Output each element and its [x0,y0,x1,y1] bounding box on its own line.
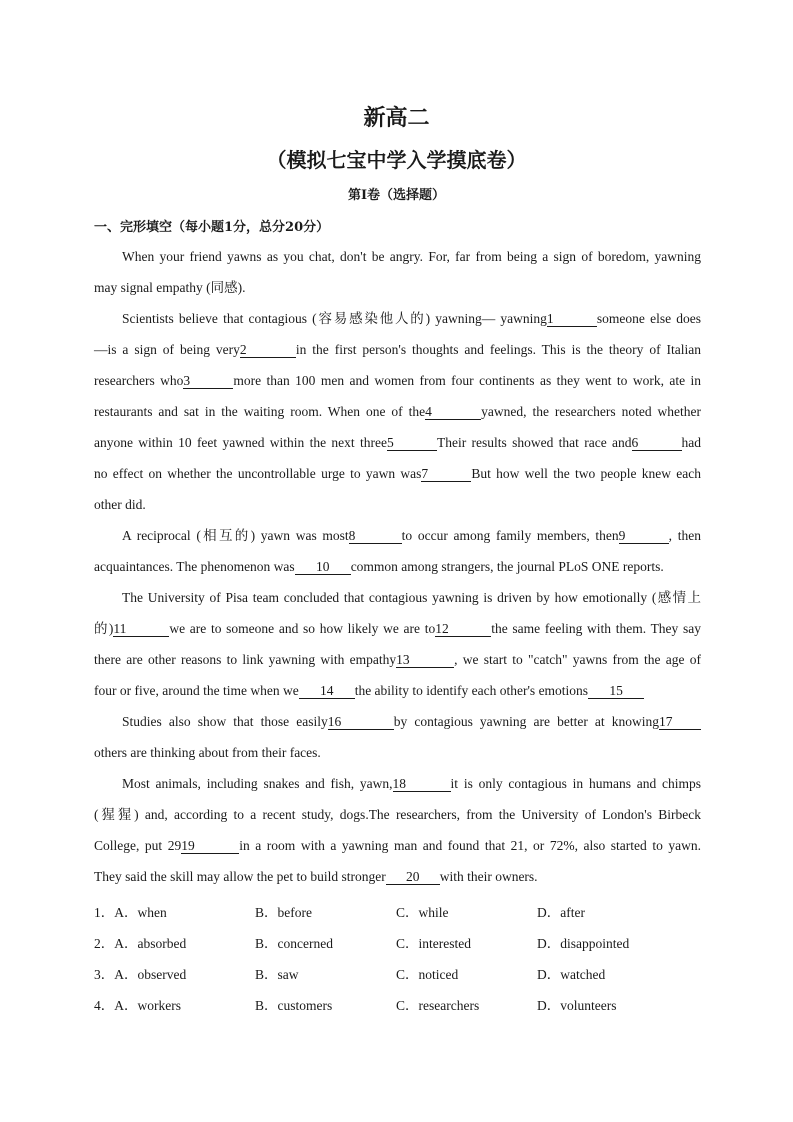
option-b: B．saw [255,967,299,982]
option-row [94,961,701,992]
option-d: D．disappointed [537,936,630,951]
passage-line: (猩猩) and, according to a recent study, dogs.The researchers, from the University of London's Birbeck [94,807,701,822]
option-row [94,992,701,1023]
blank-14: 14 [299,683,355,699]
option-a: 3．A．observed [94,967,187,982]
passage-line: acquaintances. The phenomenon was 10 common among strangers, the journal PLoS ONE reports. [94,559,664,574]
option-b: B．before [255,905,312,920]
blank-20: 20 [386,869,440,885]
blank-18: 18 [393,776,451,792]
passage-line: restaurants and sat in the waiting room. When one of the4 yawned, the researchers noted whether [94,404,702,419]
passage-line: They said the skill may allow the pet to build stronger 20 with their owners. [94,869,538,884]
passage-line: —is a sign of being very2 in the first person's thoughts and feelings. This is the theory of Italian [94,342,701,357]
blank-4: 4 [425,404,481,420]
option-a: 2．A．absorbed [94,936,187,951]
passage-line: four or five, around the time when we 14 the ability to identify each other's emotions 15 [94,677,701,708]
option-c: C．interested [396,936,471,951]
passage-line: A reciprocal (相互的) yawn was most8 to occur among family members, then9 , then [122,528,701,543]
passage-line: may signal empathy (同感). [94,280,246,295]
option-b: B．concerned [255,936,333,951]
option-a: 1．A．when [94,905,167,920]
passage-line: there are other reasons to link yawning with empathy13 , we start to "catch" yawns from the age of [94,652,701,667]
option-c: C．while [396,905,449,920]
blank-6: 6 [632,435,682,451]
option-d: D．volunteers [537,998,617,1013]
passage-line: Studies also show that those easily16 by contagious yawning are better at knowing17 [94,708,701,739]
page-subtitle: （模拟七宝中学入学摸底卷） [266,148,527,172]
blank-1: 1 [547,311,597,327]
option-row [94,930,701,961]
passage-line: other did. [94,497,146,512]
blank-5: 5 [387,435,437,451]
blank-3: 3 [183,373,233,389]
passage-line: 的)11 we are to someone and so how likely we are to12 the same feeling with them. They say [94,621,701,636]
blank-7: 7 [421,466,471,482]
volume-label: 第I卷（选择题） [347,188,446,203]
passage-line: no effect on whether the uncontrollable urge to yawn was7 But how well the two people knew each [94,466,701,481]
passage-line: Scientists believe that contagious (容易感染他人的) yawning— yawning1 someone else does [122,311,701,326]
blank-10: 10 [295,559,351,575]
option-d: D．watched [537,967,606,982]
section-heading: 一、完形填空（每小题1分，总分20分） [94,220,330,235]
option-a: 4．A．workers [94,998,181,1013]
blank-8: 8 [349,528,402,544]
cloze-passage [94,243,701,894]
answer-options [94,899,701,1023]
blank-19: 19 [181,838,239,854]
option-d: D．after [537,905,585,920]
blank-13: 13 [396,652,454,668]
passage-line: researchers who3 more than 100 men and women from four continents as they went to work, ate in [94,373,701,388]
passage-line: Most animals, including snakes and fish, yawn,18 it is only contagious in humans and chimps [122,776,702,791]
blank-2: 2 [240,342,296,358]
passage-line: When your friend yawns as you chat, don't be angry. For, far from being a sign of boredom, yawning [122,249,701,264]
blank-17: 17 [659,714,701,730]
page-title: 新高二 [363,105,430,131]
blank-15: 15 [588,683,644,699]
passage-line: The University of Pisa team concluded that contagious yawning is driven by how emotionally (感情上 [122,590,701,605]
option-b: B．customers [255,998,333,1013]
option-c: C．noticed [396,967,459,982]
option-row [94,899,701,930]
passage-line: College, put 2919 in a room with a yawning man and found that 21, or 72%, also started to yawn. [94,838,701,853]
passage-line: others are thinking about from their faces. [94,745,321,760]
blank-11: 11 [113,621,169,637]
passage-line: anyone within 10 feet yawned within the next three5 Their results showed that race and6 had [94,435,701,450]
blank-16: 16 [328,714,394,730]
blank-9: 9 [619,528,669,544]
blank-12: 12 [435,621,491,637]
option-c: C．researchers [396,998,480,1013]
